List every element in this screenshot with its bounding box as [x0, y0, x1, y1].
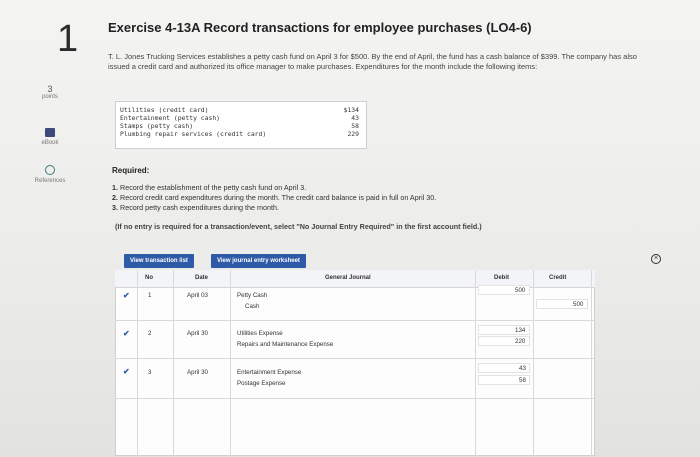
points-label: points	[41, 94, 58, 100]
required-heading: Required:	[112, 166, 150, 175]
required-item	[112, 203, 436, 213]
entry-date[interactable]: April 30	[187, 369, 208, 376]
ebook-link[interactable]	[30, 128, 70, 146]
expenditure-amount: 229	[347, 130, 359, 138]
points-indicator	[36, 85, 64, 101]
expenditure-amount: $134	[343, 106, 359, 114]
account-field[interactable]: Petty Cash	[237, 292, 268, 299]
ebook-label: eBook	[41, 140, 59, 146]
debit-value: 43	[519, 365, 526, 372]
required-item-text: Record petty cash expenditures during the month.	[120, 203, 280, 212]
header-date: Date	[195, 275, 209, 281]
required-item-text: Record credit card expenditures during the month. The credit card balance is paid in full on April 30.	[120, 193, 437, 202]
entry-number: 3	[148, 369, 152, 376]
debit-value: 220	[515, 338, 526, 345]
required-item	[112, 193, 436, 203]
account-field[interactable]: Entertainment Expense	[237, 369, 302, 376]
grid-line	[115, 320, 595, 321]
required-item-number: 1.	[112, 183, 118, 192]
check-icon: ✔	[123, 291, 130, 300]
credit-value: 500	[573, 301, 584, 308]
debit-value: 58	[519, 377, 526, 384]
exercise-title: Exercise 4-13A Record transactions for employee purchases (LO4-6)	[108, 20, 532, 35]
grid-line	[115, 398, 595, 399]
check-icon: ✔	[123, 329, 130, 338]
expenditure-amount: 43	[351, 114, 359, 122]
book-icon	[45, 128, 55, 137]
required-item-text: Record the establishment of the petty cash fund on April 3.	[120, 183, 307, 192]
view-transaction-list-button[interactable]: View transaction list	[124, 254, 194, 268]
expenditures-table	[115, 101, 367, 149]
grid-line	[475, 270, 476, 456]
question-number: 1	[57, 18, 79, 60]
grid-line	[137, 270, 138, 456]
grid-line	[591, 270, 592, 456]
grid-line	[533, 270, 534, 456]
expenditure-item: Entertainment (petty cash)	[120, 114, 221, 122]
check-icon: ✔	[123, 367, 130, 376]
header-credit: Credit	[549, 275, 567, 281]
entry-date[interactable]: April 30	[187, 330, 208, 337]
required-item	[112, 183, 436, 193]
header-debit: Debit	[494, 275, 509, 281]
required-item-number: 2.	[112, 193, 118, 202]
close-icon[interactable]: ×	[651, 254, 661, 264]
account-field[interactable]: Utilities Expense	[237, 330, 283, 337]
view-journal-worksheet-button[interactable]: View journal entry worksheet	[211, 254, 306, 268]
no-entry-note: (If no entry is required for a transaction/event, select "No Journal Entry Required" in the first account field.)	[115, 222, 482, 231]
expenditure-item: Stamps (petty cash)	[120, 122, 194, 130]
expenditure-row	[120, 130, 362, 138]
grid-line	[115, 358, 595, 359]
entry-date[interactable]: April 03	[187, 292, 208, 299]
account-field[interactable]: Postage Expense	[237, 380, 286, 387]
entry-number: 2	[148, 330, 152, 337]
grid-line	[173, 270, 174, 456]
expenditure-row	[120, 106, 362, 114]
required-list	[112, 183, 436, 213]
points-value: 3	[47, 84, 53, 94]
account-field[interactable]: Repairs and Maintenance Expense	[237, 341, 334, 348]
account-field[interactable]: Cash	[245, 303, 260, 310]
journal-table	[115, 270, 595, 456]
expenditure-row	[120, 122, 362, 130]
required-item-number: 3.	[112, 203, 118, 212]
expenditure-row	[120, 114, 362, 122]
header-no: No	[145, 275, 153, 281]
references-label: References	[34, 178, 66, 184]
expenditure-item: Utilities (credit card)	[120, 106, 209, 114]
entry-number: 1	[148, 292, 152, 299]
debit-value: 500	[515, 287, 526, 294]
references-link[interactable]	[28, 165, 72, 184]
debit-value: 134	[515, 327, 526, 334]
exercise-intro: T. L. Jones Trucking Services establishes a petty cash fund on April 3 for $500. By the end of April, the fund has a cash balance of $399. The company has also issued a credit card and authorized its office manager to make purchases. Expenditures for the month include the following items:	[108, 52, 637, 71]
expenditure-amount: 58	[351, 122, 359, 130]
header-general-journal: General Journal	[325, 275, 371, 281]
expenditure-item: Plumbing repair services (credit card)	[120, 130, 267, 138]
references-icon	[45, 165, 55, 175]
grid-line	[230, 270, 231, 456]
